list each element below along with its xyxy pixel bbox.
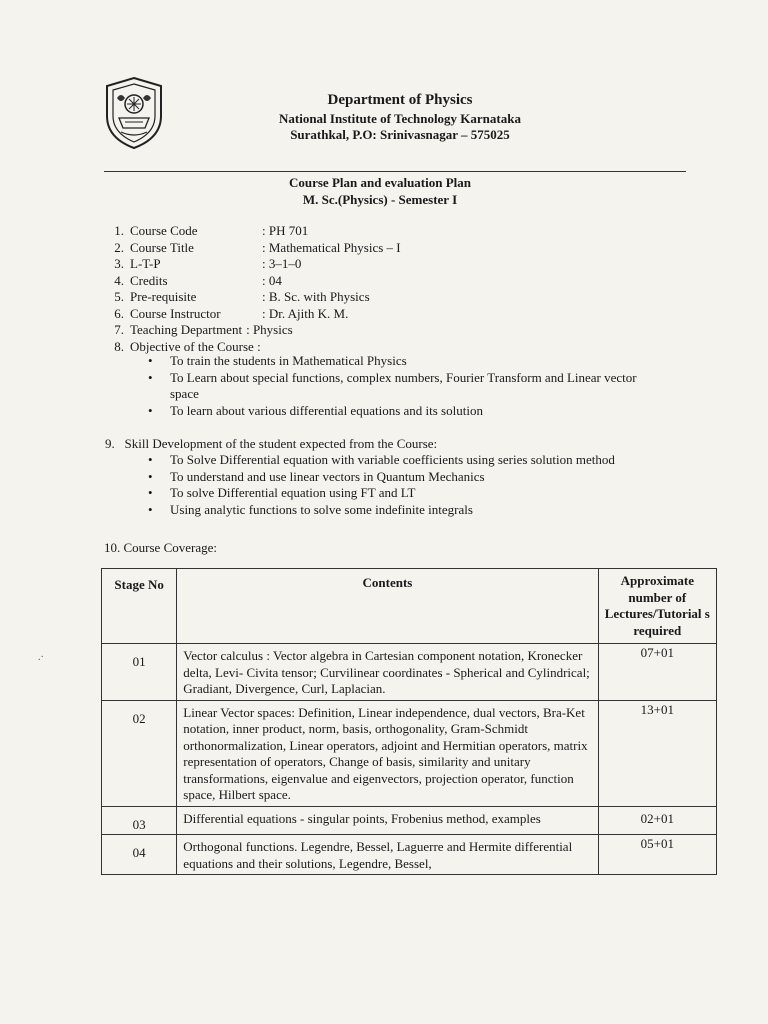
skills-list [148, 452, 688, 518]
info-value: : Physics [246, 322, 293, 337]
info-row-credits: 4. Credits : 04 [114, 272, 282, 288]
list-item: • To Learn about special functions, complex numbers, Fourier Transform and Linear vector space [148, 370, 668, 403]
contents-cell: Vector calculus : Vector algebra in Cartesian component notation, Kronecker delta, Levi- Civita tensor; Curvilinear coordinates - Spherical and Cylindrical; Gradiant, Divergence, Curl, Laplacian. [177, 644, 598, 701]
table-row [102, 835, 717, 875]
info-value: : 3–1–0 [262, 256, 302, 271]
list-item: • To Solve Differential equation with variable coefficients using series solution method [148, 452, 688, 469]
contents-cell: Orthogonal functions. Legendre, Bessel, Laguerre and Hermite differential equations and their solutions, Legendre, Bessel, [177, 835, 598, 875]
table-row [102, 806, 717, 835]
info-label: Objective of the Course : [130, 338, 261, 354]
info-label: Course Code [130, 223, 198, 238]
coverage-heading: 10. Course Coverage: [104, 540, 218, 555]
skills-heading: 9. Skill Development of the student expected from the Course: [105, 436, 438, 451]
info-row-ltp: 3. L-T-P : 3–1–0 [114, 256, 302, 271]
program-title: M. Sc.(Physics) - Semester I [302, 192, 458, 207]
institute-name: National Institute of Technology Karnataka [279, 111, 521, 126]
table-header-row [102, 569, 717, 644]
info-label: Pre-requisite [130, 289, 197, 304]
stage-cell: 02 [102, 700, 177, 806]
info-label: Teaching Department [130, 322, 243, 337]
contents-cell: Differential equations - singular points, Frobenius method, examples [177, 806, 598, 835]
lectures-cell: 05+01 [598, 835, 716, 875]
stage-cell: 01 [102, 644, 177, 701]
lectures-cell: 07+01 [598, 644, 716, 701]
list-item: • To train the students in Mathematical Physics [148, 353, 668, 370]
table-row [102, 700, 717, 806]
institute-seal-logo [103, 76, 165, 150]
info-label: L-T-P [130, 256, 161, 271]
stage-cell: 04 [102, 835, 177, 875]
info-row-objective: 8. Objective of the Course : [114, 338, 261, 354]
column-header-stage: Stage No [102, 569, 177, 644]
header-divider [104, 171, 686, 172]
list-item: • Using analytic functions to solve some indefinite integrals [148, 502, 688, 519]
info-label: Course Title [130, 239, 194, 255]
institute-address: Surathkal, P.O: Srinivasnagar – 575025 [290, 127, 510, 142]
info-value: : B. Sc. with Physics [262, 289, 370, 304]
column-header-lectures: Approximate number of Lectures/Tutorial s required [598, 569, 716, 644]
course-coverage-table [101, 568, 717, 875]
objectives-list [148, 353, 668, 419]
column-header-contents: Contents [177, 569, 598, 644]
info-label: Course Instructor [130, 305, 221, 321]
list-item: • To learn about various differential equations and its solution [148, 403, 668, 420]
info-value: : PH 701 [262, 223, 309, 238]
info-label: Credits [130, 272, 168, 288]
info-row-prerequisite: 5. Pre-requisite : B. Sc. with Physics [114, 289, 370, 304]
info-row-course-code: 1. Course Code : PH 701 [114, 223, 309, 238]
list-item: • To solve Differential equation using FT and LT [148, 485, 688, 502]
info-row-instructor: 6. Course Instructor : Dr. Ajith K. M. [114, 305, 349, 321]
info-value: : 04 [262, 272, 282, 288]
info-row-department: 7. Teaching Department : Physics [114, 322, 293, 337]
stage-cell: 03 [102, 806, 177, 835]
info-value: : Dr. Ajith K. M. [262, 305, 349, 321]
course-info-list [102, 223, 401, 355]
info-value: : Mathematical Physics – I [262, 239, 401, 255]
contents-cell: Linear Vector spaces: Definition, Linear independence, dual vectors, Bra-Ket notation, inner product, norm, basis, orthogonality, Gram-Schmidt orthonormalization, Linear operators, adjoint and Hermitian operators, matrix representation of operators, Change of basis, similarity and unitary transformations, eigenvalue and eigenvectors, projection operator, function space, Hilbert space. [177, 700, 598, 806]
table-row [102, 644, 717, 701]
info-row-course-title: 2. Course Title : Mathematical Physics – I [114, 239, 401, 255]
plan-title: Course Plan and evaluation Plan [288, 175, 472, 190]
lectures-cell: 13+01 [598, 700, 716, 806]
scan-mark: .· [38, 652, 44, 663]
list-item: • To understand and use linear vectors in Quantum Mechanics [148, 469, 688, 486]
department-title: Department of Physics [327, 92, 473, 108]
lectures-cell: 02+01 [598, 806, 716, 835]
